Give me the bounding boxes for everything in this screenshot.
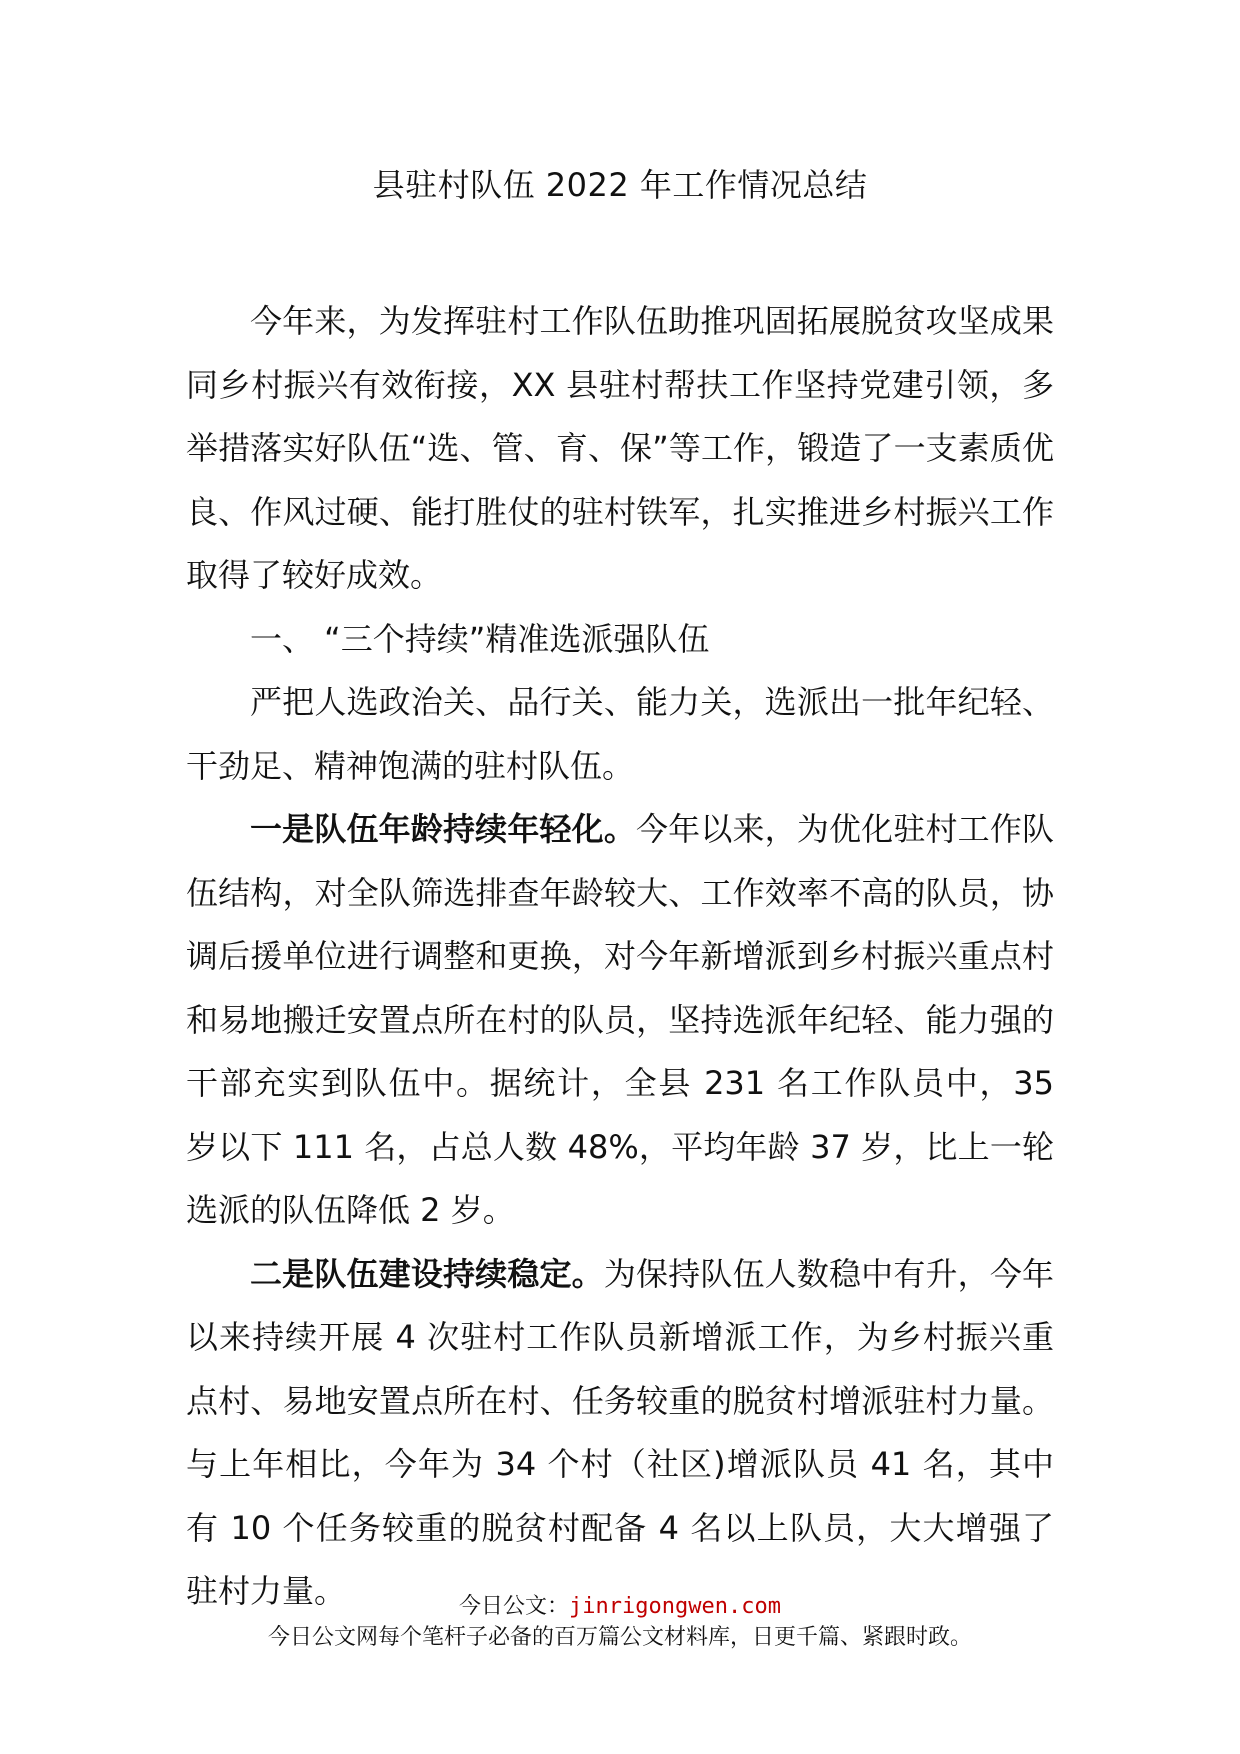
paragraph-text: 今年来，为发挥驻村工作队伍助推巩固拓展脱贫攻坚成果同乡村振兴有效衔接，XX 县驻村帮扶工作坚持党建引领，多举措落实好队伍“选、管、育、保”等工作，锻造了一支素质优良、作风过硬、能打胜仗的驻村铁军，扎实推进乡村振兴工作取得了较好成效。 [186,302,1054,594]
paragraph-text: 今年以来，为优化驻村工作队伍结构，对全队筛选排查年龄较大、工作效率不高的队员，协调后援单位进行调整和更换，对今年新增派到乡村振兴重点村和易地搬迁安置点所在村的队员，坚持选派年纪轻、能力强的干部充实到队伍中。据统计，全县 231 名工作队员中，35 岁以下 111 名，占总人数 48%，平均年龄 37 岁，比上一轮选派的队伍降低 2 岁。 [186,810,1054,1229]
paragraph-intro [186,290,1054,608]
paragraph-point-two [186,1243,1054,1624]
paragraph-lead: 一是队伍年龄持续年轻化。 [250,810,636,848]
footer-site-line [0,1592,1240,1622]
section-heading-text: 一、 “三个持续”精准选派强队伍 [250,619,710,658]
paragraph-point-one [186,798,1054,1243]
paragraph-lead: 二是队伍建设持续稳定。 [250,1254,604,1293]
section-heading [186,608,1054,672]
footer-site-url[interactable]: jinrigongwen.com [569,1594,781,1619]
document-body [186,290,1054,1624]
paragraph-text: 为保持队伍人数稳中有升，今年以来持续开展 4 次驻村工作队员新增派工作，为乡村振兴重点村、易地安置点所在村、任务较重的脱贫村增派驻村力量。与上年相比，今年为 34 个村（社区)增派队员 41 名，其中有 10 个任务较重的脱贫村配备 4 名以上队员，大大增强了驻村力量。 [186,1254,1054,1610]
footer-site-label: 今日公文： [459,1594,570,1619]
document-title: 县驻村队伍 2022 年工作情况总结 [372,166,868,204]
footer-slogan: 今日公文网每个笔杆子必备的百万篇公文材料库，日更千篇、紧跟时政。 [267,1625,972,1650]
paragraph-section-intro [186,671,1054,798]
paragraph-text: 严把人选政治关、品行关、能力关，选派出一批年纪轻、干劲足、精神饱满的驻村队伍。 [186,683,1054,785]
